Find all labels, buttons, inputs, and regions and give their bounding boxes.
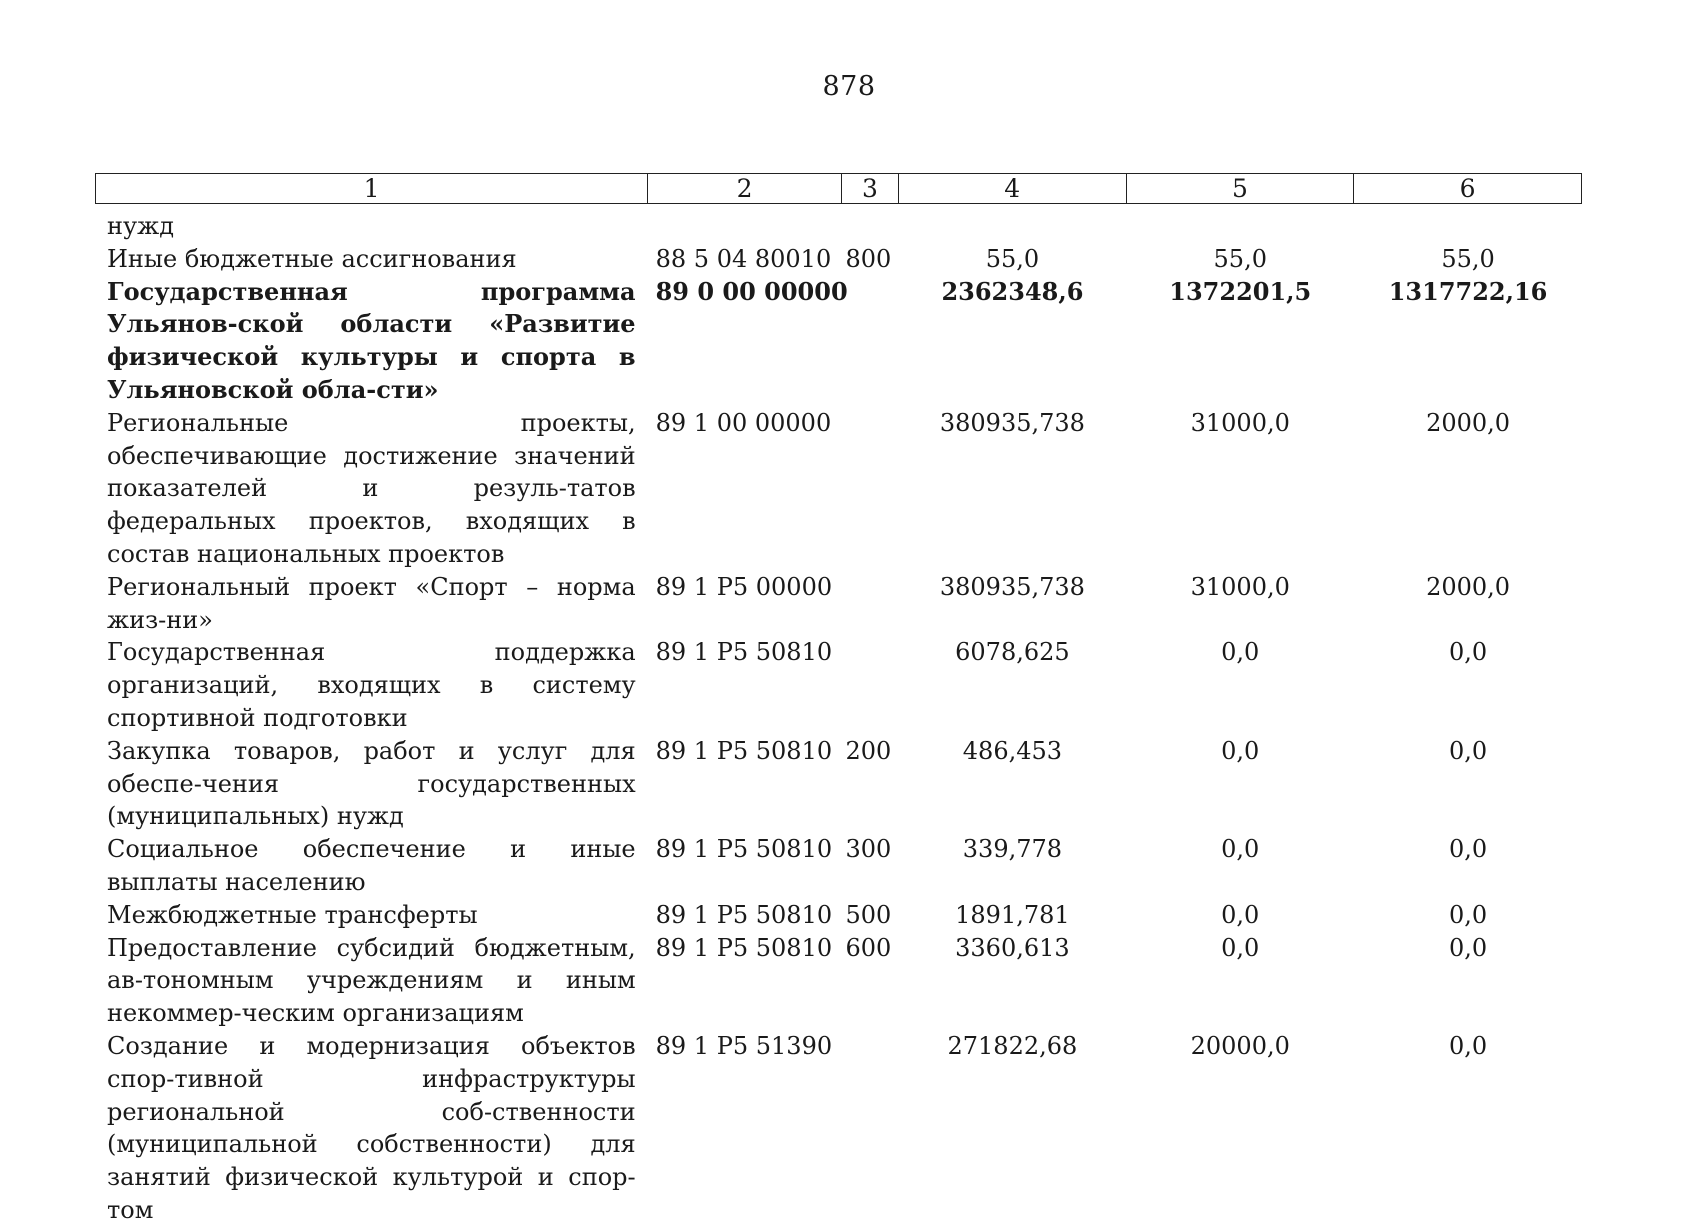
row-code: 89 1 P5 50810 [655, 736, 833, 765]
row-name: Создание и модернизация объектов спор-тивной инфраструктуры региональной соб-ственности (муниципальной собственности) для занятий физической культурой и спор-том [107, 1031, 636, 1224]
row-value-col5: 1372201,5 [1169, 276, 1312, 306]
row-value-col6 [1354, 210, 1582, 243]
row-name: Региональные проекты, обеспечивающие достижение значений показателей и резуль-татов федеральных проектов, входящих в состав национальных проектов [107, 408, 636, 568]
header-col-3: 3 [842, 174, 899, 203]
row-value-col6: 0,0 [1449, 736, 1488, 765]
row-value-col4: 271822,68 [947, 1031, 1078, 1060]
row-value-col6: 2000,0 [1426, 408, 1511, 437]
row-value-col6: 0,0 [1449, 900, 1488, 929]
row-value-col4: 55,0 [985, 244, 1040, 273]
row-value-col5: 31000,0 [1190, 408, 1290, 437]
row-expense-type [842, 210, 899, 243]
table-header [95, 173, 1582, 204]
row-value-col4: 6078,625 [955, 638, 1070, 667]
row-name: нужд [107, 212, 174, 240]
row-expense-type [842, 571, 899, 637]
table-row [95, 276, 1582, 407]
table-row [95, 735, 1582, 833]
row-name: Региональный проект «Спорт – норма жиз-ни» [107, 572, 636, 634]
row-name: Иные бюджетные ассигнования [107, 244, 517, 273]
row-code: 88 5 04 80010 [655, 244, 832, 273]
row-code: 89 1 P5 50810 [655, 900, 833, 929]
row-name: Социальное обеспечение и иные выплаты населению [107, 835, 636, 896]
row-code: 89 1 P5 51390 [655, 1031, 833, 1060]
row-code: 89 1 00 00000 [655, 408, 832, 437]
row-value-col5: 0,0 [1221, 736, 1260, 765]
row-code [648, 210, 842, 243]
row-expense-type: 800 [845, 244, 892, 273]
row-name: Государственная программа Ульянов-ской области «Развитие физической культуры и спорта в Ульяновской обла-сти» [107, 276, 636, 404]
table-row [95, 407, 1582, 571]
row-value-col4 [898, 210, 1126, 243]
row-name: Межбюджетные трансферты [107, 900, 478, 929]
page-number: 878 [822, 71, 876, 102]
row-code: 89 1 P5 50810 [655, 638, 833, 667]
table-row [95, 833, 1582, 899]
row-expense-type: 200 [845, 736, 892, 765]
row-value-col4: 3360,613 [955, 933, 1070, 962]
row-code: 89 1 P5 00000 [655, 572, 833, 601]
row-value-col4: 339,778 [962, 835, 1063, 864]
row-value-col6: 0,0 [1449, 1031, 1488, 1060]
row-value-col5: 0,0 [1221, 835, 1260, 864]
row-value-col5 [1126, 210, 1354, 243]
row-value-col4: 486,453 [962, 736, 1063, 765]
row-expense-type [842, 407, 899, 571]
header-col-5: 5 [1127, 174, 1355, 203]
row-expense-type [842, 276, 899, 407]
row-value-col5: 55,0 [1213, 244, 1267, 273]
row-expense-type: 500 [845, 900, 892, 929]
row-expense-type [842, 1030, 899, 1227]
row-value-col5: 0,0 [1221, 900, 1260, 929]
table-row [95, 571, 1582, 637]
row-expense-type [842, 636, 899, 734]
row-value-col6: 0,0 [1449, 933, 1488, 962]
row-value-col5: 20000,0 [1190, 1031, 1290, 1060]
row-value-col4: 380935,738 [939, 408, 1085, 437]
header-col-1: 1 [96, 174, 648, 203]
row-value-col6: 55,0 [1441, 244, 1495, 273]
table-row [95, 210, 1582, 243]
row-value-col5: 31000,0 [1190, 572, 1290, 601]
table-row [95, 932, 1582, 1030]
row-name: Государственная поддержка организаций, входящих в систему спортивной подготовки [107, 638, 636, 732]
row-value-col4: 380935,738 [939, 572, 1085, 601]
row-code: 89 1 P5 50810 [655, 933, 833, 962]
row-value-col4: 1891,781 [955, 900, 1070, 929]
row-value-col6: 1317722,16 [1388, 276, 1548, 306]
header-col-2: 2 [648, 174, 842, 203]
row-value-col4: 2362348,6 [941, 276, 1084, 306]
row-value-col6: 2000,0 [1426, 572, 1511, 601]
row-name: Закупка товаров, работ и услуг для обеспе-чения государственных (муниципальных) нужд [107, 736, 636, 831]
table-row [95, 1030, 1582, 1227]
table-row [95, 899, 1582, 932]
row-code: 89 0 00 00000 [655, 276, 848, 306]
row-name: Предоставление субсидий бюджетным, ав-тономным учреждениям и иным некоммер-ческим организациям [107, 933, 636, 1028]
header-col-4: 4 [899, 174, 1127, 203]
row-value-col6: 0,0 [1449, 638, 1488, 667]
table-row [95, 243, 1582, 276]
row-expense-type: 300 [845, 835, 892, 864]
header-col-6: 6 [1459, 174, 1476, 203]
row-code: 89 1 P5 50810 [655, 835, 833, 864]
row-value-col5: 0,0 [1221, 638, 1260, 667]
row-value-col6: 0,0 [1449, 835, 1488, 864]
row-expense-type: 600 [845, 933, 892, 962]
table-body [95, 210, 1582, 1227]
row-value-col5: 0,0 [1221, 933, 1260, 962]
table-row [95, 636, 1582, 734]
